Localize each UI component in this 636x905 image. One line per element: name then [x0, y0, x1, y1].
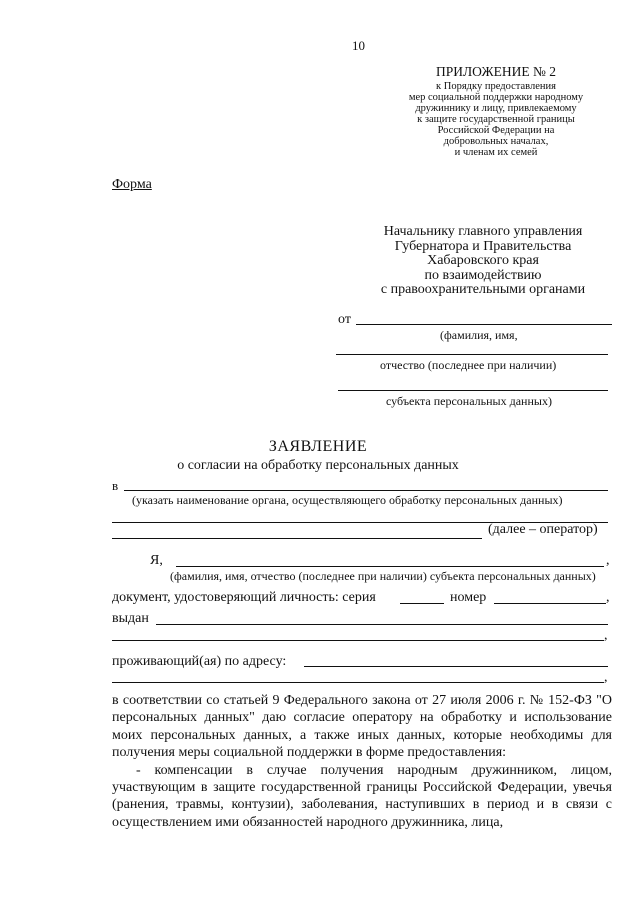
address-field[interactable] — [304, 666, 608, 667]
addressee-line: Начальнику главного управления — [383, 224, 583, 239]
from-name-field[interactable] — [356, 324, 612, 325]
document-label: документ, удостоверяющий личность: серия — [112, 590, 376, 605]
addressee-line: с правоохранительными органами — [380, 282, 586, 297]
statement-subtitle: о согласии на обработку персональных данных — [177, 458, 459, 473]
address-field-2[interactable] — [112, 682, 604, 683]
appendix-block — [380, 63, 612, 158]
organ-field-3[interactable] — [112, 538, 482, 539]
organ-field[interactable] — [124, 490, 608, 491]
document-series-field[interactable] — [400, 603, 444, 604]
appendix-line: Российской Федерации на — [437, 125, 555, 136]
from-hint-name: (фамилия, имя, — [440, 328, 518, 342]
document-number-label: номер — [450, 590, 487, 605]
consent-paragraph-2: - компенсации в случае получения народным дружинником, лицом, участвующим в защите государственной границы Российской Федерации, увечья (ранения, травмы, контузии), заболевания, наступивших в период и в связи с осуществлением ими обязанностей народного дружинника, лица, — [112, 762, 612, 830]
from-hint-subject: субъекта персональных данных) — [386, 394, 552, 408]
organ-prefix: в — [112, 478, 119, 493]
address-comma: , — [604, 670, 608, 685]
statement-title: ЗАЯВЛЕНИЕ — [268, 438, 368, 455]
addressee-line: по взаимодействию — [424, 267, 542, 283]
issued-field[interactable] — [156, 624, 608, 625]
person-hint: (фамилия, имя, отчество (последнее при наличии) субъекта персональных данных) — [170, 569, 596, 583]
document-number-field[interactable] — [494, 603, 606, 604]
document-number-comma: , — [606, 590, 610, 605]
issued-comma: , — [604, 628, 608, 643]
appendix-line: мер социальной поддержки народному — [408, 92, 584, 103]
form-label: Форма — [112, 177, 152, 192]
person-prefix: Я, — [150, 553, 163, 568]
appendix-line: дружиннику и лицу, привлекаемому — [415, 103, 577, 114]
appendix-line: к Порядку предоставления — [436, 81, 556, 92]
organ-hint: (указать наименование органа, осуществляющего обработку персональных данных) — [132, 493, 563, 507]
addressee-line: Хабаровского края — [427, 253, 539, 268]
addressee-line: Губернатора и Правительства — [394, 238, 572, 254]
person-field[interactable] — [176, 566, 604, 567]
issued-field-2[interactable] — [112, 640, 604, 641]
page-number: 10 — [352, 38, 365, 53]
from-subject-field[interactable] — [338, 390, 608, 391]
addressee-block — [348, 225, 618, 298]
appendix-title: ПРИЛОЖЕНИЕ № 2 — [435, 64, 557, 79]
operator-label: (далее – оператор) — [488, 522, 598, 537]
person-comma: , — [606, 553, 610, 568]
appendix-line: добровольных началах, — [443, 136, 549, 147]
address-label: проживающий(ая) по адресу: — [112, 654, 287, 669]
issued-label: выдан — [112, 611, 149, 626]
from-label: от — [338, 312, 351, 327]
consent-paragraph-1: в соответствии со статьей 9 Федерального закона от 27 июля 2006 г. № 152-ФЗ "О персональных данных" даю согласие оператору на обработку и использование моих персональных данных, а также иных данных, которые необходимы для получения меры социальной поддержки в форме предоставления: — [112, 693, 612, 761]
from-hint-patronymic: отчество (последнее при наличии) — [380, 358, 557, 372]
appendix-line: и членам их семей — [454, 147, 538, 158]
appendix-line: к защите государственной границы — [417, 114, 575, 125]
from-patronymic-field[interactable] — [336, 354, 608, 355]
consent-text — [112, 692, 612, 831]
